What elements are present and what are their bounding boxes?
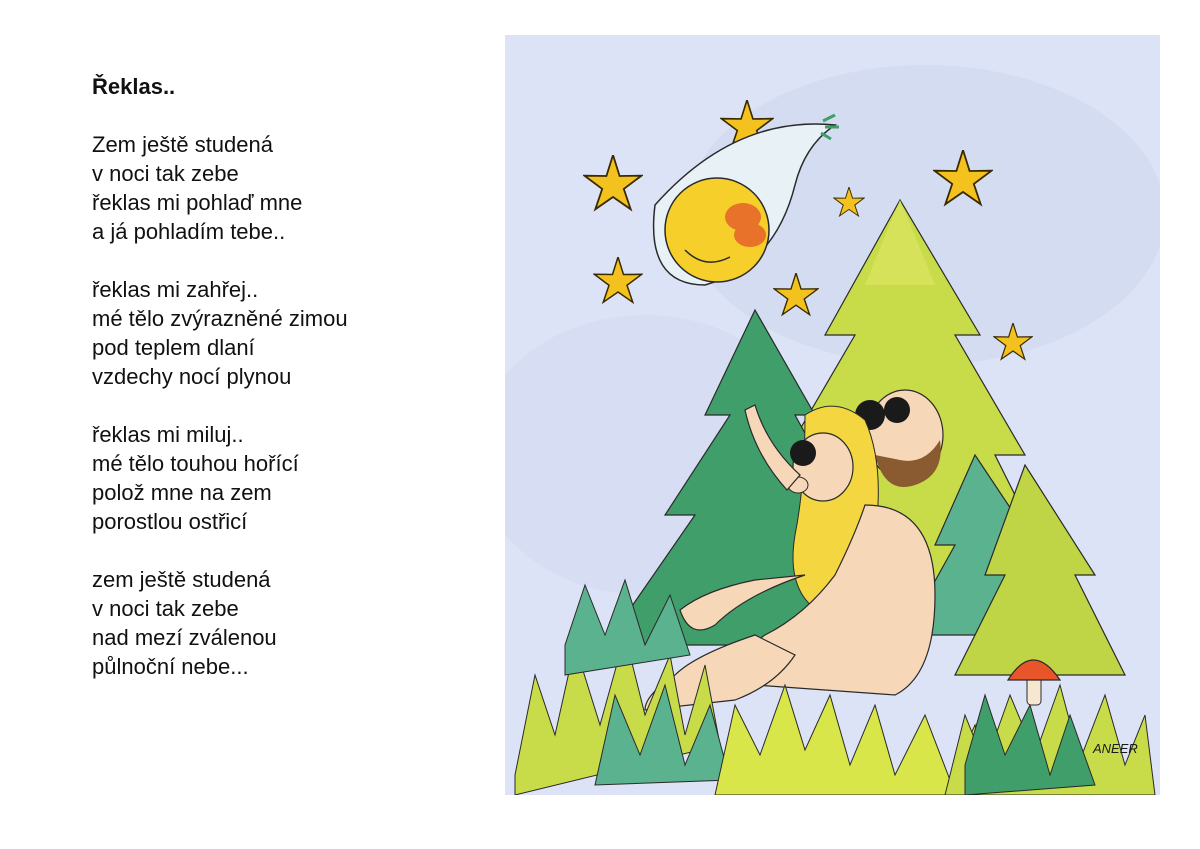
poem-title: Řeklas.. (92, 74, 176, 99)
poem-line: polož mne na zem (92, 480, 272, 505)
poem-stanza-2 (92, 275, 492, 391)
poem-line: mé tělo touhou hořící (92, 451, 299, 476)
poem-line: řeklas mi zahřej.. (92, 277, 259, 302)
poem-line: porostlou ostřicí (92, 509, 248, 534)
poem-stanza-4 (92, 565, 492, 681)
artist-signature: ANEER (1093, 741, 1138, 756)
poem-line: půlnoční nebe... (92, 654, 249, 679)
poem (92, 72, 492, 710)
poem-line: v noci tak zebe (92, 161, 239, 186)
illustration (505, 35, 1160, 795)
poem-line: vzdechy nocí plynou (92, 364, 292, 389)
poem-line: v noci tak zebe (92, 596, 239, 621)
poem-stanza-1 (92, 130, 492, 246)
poem-line: a já pohladím tebe.. (92, 219, 286, 244)
poem-line: nad mezí zválenou (92, 625, 277, 650)
poem-line: zem ještě studená (92, 567, 271, 592)
poem-line: řeklas mi pohlaď mne (92, 190, 303, 215)
poem-stanza-3 (92, 420, 492, 536)
poem-line: Zem ještě studená (92, 132, 273, 157)
poem-line: pod teplem dlaní (92, 335, 255, 360)
poem-line: řeklas mi miluj.. (92, 422, 244, 447)
poem-line: mé tělo zvýrazněné zimou (92, 306, 348, 331)
illustration-svg (505, 35, 1160, 795)
